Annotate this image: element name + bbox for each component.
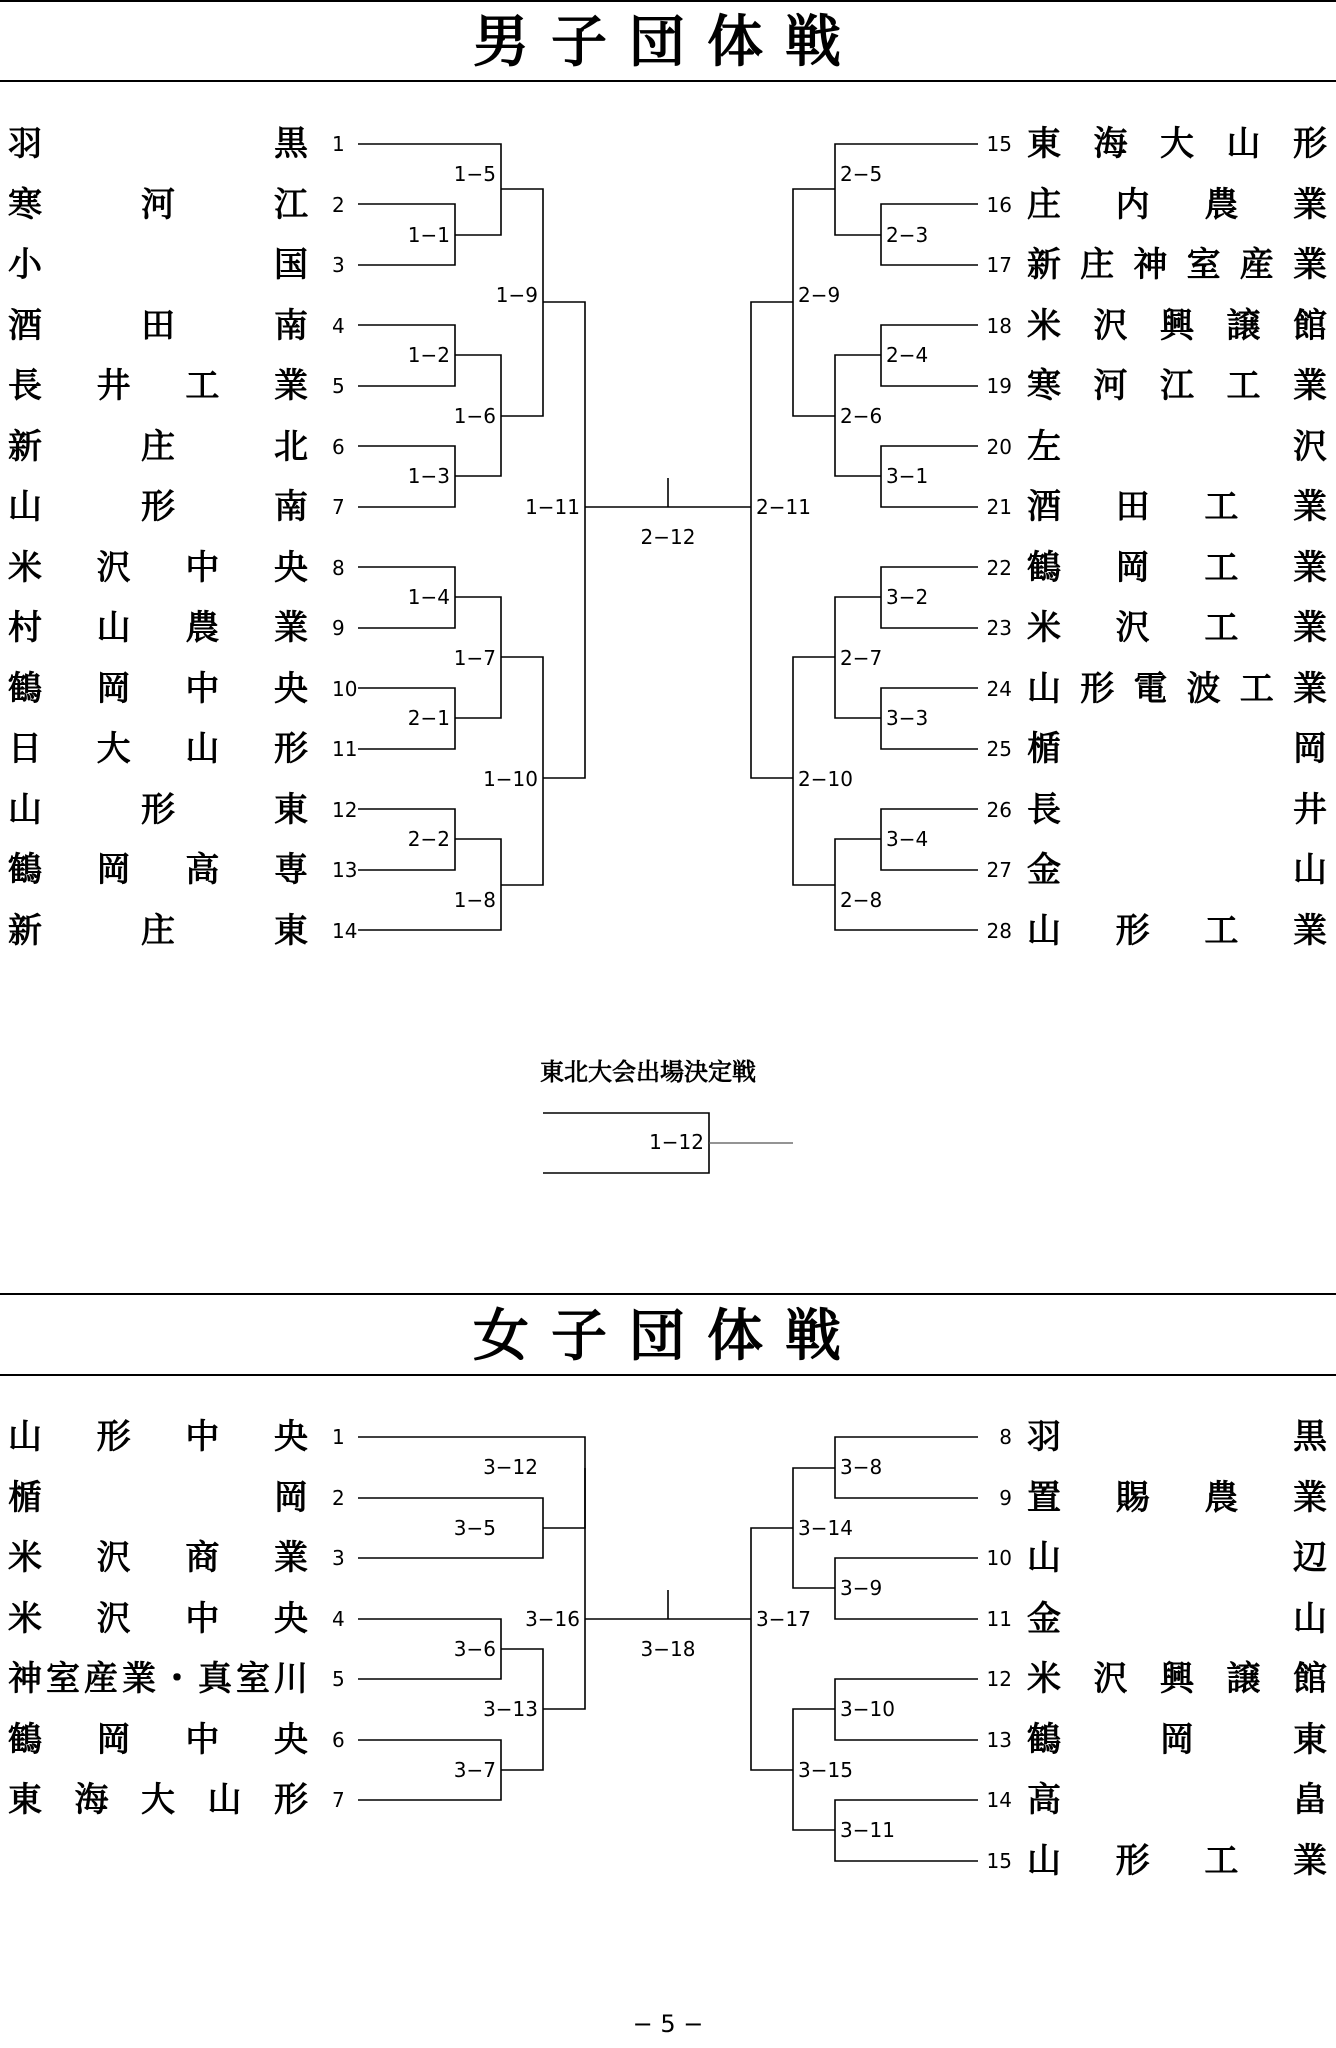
team-name: 山 形 工 業 bbox=[1027, 910, 1327, 951]
match-label: 3−6 bbox=[453, 1637, 496, 1661]
match-label: 3−2 bbox=[886, 585, 929, 609]
team-name: 長 井 bbox=[1027, 789, 1327, 830]
team-name: 日 大 山 形 bbox=[8, 729, 308, 769]
team-name: 羽 黒 bbox=[8, 124, 308, 164]
men-section-title: 男子団体戦 bbox=[473, 9, 863, 75]
team-name: 山 形 電 波 工 業 bbox=[1027, 668, 1327, 709]
team-name: 酒 田 工 業 bbox=[1027, 487, 1327, 527]
team-seed-number: 8 bbox=[999, 1425, 1012, 1449]
match-label: 1−10 bbox=[483, 767, 538, 791]
match-label: 2−7 bbox=[840, 646, 883, 670]
team-seed-number: 13 bbox=[986, 1727, 1012, 1752]
team-name: 山 形 南 bbox=[8, 487, 308, 527]
match-label: 1−5 bbox=[453, 162, 496, 186]
team-seed-number: 27 bbox=[986, 858, 1012, 882]
team-name: 鶴 岡 中 央 bbox=[8, 1719, 308, 1760]
match-label: 2−12 bbox=[640, 525, 696, 549]
team-name: 長 井 工 業 bbox=[8, 366, 308, 406]
team-name: 鶴 岡 高 専 bbox=[8, 850, 308, 890]
team-name: 神 室 産 業 ・ 真 室 川 bbox=[8, 1659, 308, 1699]
team-name: 米 沢 中 央 bbox=[8, 1598, 308, 1639]
team-seed-number: 18 bbox=[986, 313, 1012, 338]
match-label: 2−2 bbox=[407, 827, 450, 851]
team-seed-number: 1 bbox=[332, 1425, 345, 1449]
match-label: 2−4 bbox=[886, 343, 929, 367]
team-seed-number: 9 bbox=[999, 1485, 1012, 1510]
team-name: 金 山 bbox=[1027, 850, 1327, 890]
team-seed-number: 6 bbox=[332, 1727, 345, 1752]
team-name: 山 形 中 央 bbox=[8, 1417, 308, 1457]
women-section-title: 女子団体戦 bbox=[473, 1303, 863, 1369]
match-label: 2−3 bbox=[886, 223, 929, 247]
match-label: 3−12 bbox=[483, 1455, 538, 1479]
match-label: 3−17 bbox=[756, 1607, 811, 1631]
team-seed-number: 26 bbox=[986, 797, 1012, 822]
team-seed-number: 13 bbox=[332, 858, 358, 882]
team-seed-number: 15 bbox=[986, 132, 1012, 156]
match-label: 1−9 bbox=[495, 283, 538, 307]
match-label: 3−1 bbox=[886, 464, 929, 488]
team-seed-number: 7 bbox=[332, 495, 345, 519]
team-seed-number: 15 bbox=[986, 1848, 1012, 1873]
match-label: 2−1 bbox=[407, 706, 450, 730]
team-seed-number: 14 bbox=[332, 918, 358, 943]
team-seed-number: 10 bbox=[986, 1546, 1012, 1570]
team-seed-number: 25 bbox=[986, 737, 1012, 761]
match-label: 3−18 bbox=[640, 1637, 696, 1661]
match-label: 3−8 bbox=[840, 1455, 883, 1479]
team-name: 鶴 岡 東 bbox=[1027, 1719, 1327, 1760]
playoff-title: 東北大会出場決定戦 bbox=[540, 1058, 756, 1086]
match-label: 2−11 bbox=[756, 495, 811, 519]
match-label: 3−15 bbox=[798, 1758, 853, 1782]
team-seed-number: 4 bbox=[332, 1606, 345, 1631]
team-seed-number: 7 bbox=[332, 1788, 345, 1812]
match-label: 2−5 bbox=[840, 162, 883, 186]
match-label: 1−12 bbox=[649, 1130, 704, 1154]
match-label: 3−7 bbox=[453, 1758, 496, 1782]
team-name: 米 沢 興 譲 館 bbox=[1027, 1659, 1327, 1699]
team-name: 米 沢 工 業 bbox=[1027, 608, 1327, 648]
team-name: 山 辺 bbox=[1027, 1538, 1327, 1578]
team-name: 羽 黒 bbox=[1027, 1417, 1327, 1457]
team-seed-number: 6 bbox=[332, 434, 345, 459]
team-name: 寒 河 江 bbox=[8, 184, 308, 225]
match-label: 1−3 bbox=[407, 464, 450, 488]
team-seed-number: 16 bbox=[986, 192, 1012, 217]
team-name: 米 沢 商 業 bbox=[8, 1538, 308, 1578]
team-name: 寒 河 江 工 業 bbox=[1027, 366, 1327, 406]
team-seed-number: 12 bbox=[332, 797, 358, 822]
team-seed-number: 8 bbox=[332, 555, 345, 580]
team-seed-number: 19 bbox=[986, 374, 1012, 398]
team-seed-number: 10 bbox=[332, 676, 358, 701]
team-name: 楯 岡 bbox=[8, 1477, 308, 1518]
match-label: 1−8 bbox=[453, 888, 496, 912]
team-name: 山 形 東 bbox=[8, 789, 308, 830]
team-seed-number: 5 bbox=[332, 374, 345, 398]
team-seed-number: 5 bbox=[332, 1667, 345, 1691]
team-name: 小 国 bbox=[8, 245, 308, 285]
team-seed-number: 28 bbox=[986, 918, 1012, 943]
team-name: 楯 岡 bbox=[1027, 729, 1327, 769]
team-name: 米 沢 興 譲 館 bbox=[1027, 305, 1327, 346]
team-seed-number: 23 bbox=[986, 616, 1012, 640]
team-seed-number: 11 bbox=[332, 737, 358, 761]
team-name: 新 庄 北 bbox=[8, 426, 308, 467]
team-name: 酒 田 南 bbox=[8, 305, 308, 346]
match-label: 3−13 bbox=[483, 1697, 538, 1721]
team-name: 置 賜 農 業 bbox=[1027, 1477, 1327, 1518]
team-name: 高 畠 bbox=[1027, 1780, 1327, 1820]
match-label: 3−4 bbox=[886, 827, 929, 851]
team-seed-number: 2 bbox=[332, 192, 345, 217]
team-seed-number: 9 bbox=[332, 616, 345, 640]
match-label: 2−10 bbox=[798, 767, 853, 791]
team-name: 村 山 農 業 bbox=[8, 608, 308, 648]
team-seed-number: 3 bbox=[332, 253, 345, 277]
team-seed-number: 11 bbox=[986, 1606, 1012, 1631]
match-label: 3−14 bbox=[798, 1516, 853, 1540]
team-name: 東 海 大 山 形 bbox=[8, 1780, 308, 1820]
team-name: 東 海 大 山 形 bbox=[1027, 124, 1327, 164]
team-seed-number: 17 bbox=[986, 253, 1012, 277]
match-label: 3−10 bbox=[840, 1697, 895, 1721]
team-name: 新 庄 神 室 産 業 bbox=[1027, 245, 1327, 285]
match-label: 1−7 bbox=[453, 646, 496, 670]
match-label: 2−9 bbox=[798, 283, 841, 307]
team-name: 鶴 岡 中 央 bbox=[8, 668, 308, 709]
team-name: 庄 内 農 業 bbox=[1027, 184, 1327, 225]
match-label: 1−1 bbox=[407, 223, 450, 247]
match-label: 3−16 bbox=[525, 1607, 580, 1631]
match-label: 3−5 bbox=[453, 1516, 496, 1540]
team-name: 新 庄 東 bbox=[8, 910, 308, 951]
page-number: − 5 − bbox=[632, 2010, 704, 2038]
team-seed-number: 20 bbox=[986, 434, 1012, 459]
team-name: 山 形 工 業 bbox=[1027, 1840, 1327, 1881]
team-seed-number: 24 bbox=[986, 676, 1012, 701]
match-label: 2−6 bbox=[840, 404, 883, 428]
team-seed-number: 21 bbox=[986, 495, 1012, 519]
match-label: 3−3 bbox=[886, 706, 929, 730]
team-name: 金 山 bbox=[1027, 1598, 1327, 1639]
team-seed-number: 3 bbox=[332, 1546, 345, 1570]
match-label: 3−9 bbox=[840, 1576, 883, 1600]
team-seed-number: 12 bbox=[986, 1667, 1012, 1691]
team-seed-number: 22 bbox=[986, 555, 1012, 580]
team-seed-number: 14 bbox=[986, 1788, 1012, 1812]
team-name: 左 沢 bbox=[1027, 426, 1327, 467]
team-name: 鶴 岡 工 業 bbox=[1027, 547, 1327, 588]
match-label: 2−8 bbox=[840, 888, 883, 912]
match-label: 1−6 bbox=[453, 404, 496, 428]
match-label: 1−2 bbox=[407, 343, 450, 367]
team-seed-number: 2 bbox=[332, 1485, 345, 1510]
match-label: 1−11 bbox=[525, 495, 580, 519]
team-seed-number: 1 bbox=[332, 132, 345, 156]
match-label: 3−11 bbox=[840, 1818, 895, 1842]
team-name: 米 沢 中 央 bbox=[8, 547, 308, 588]
match-label: 1−4 bbox=[407, 585, 450, 609]
team-seed-number: 4 bbox=[332, 313, 345, 338]
